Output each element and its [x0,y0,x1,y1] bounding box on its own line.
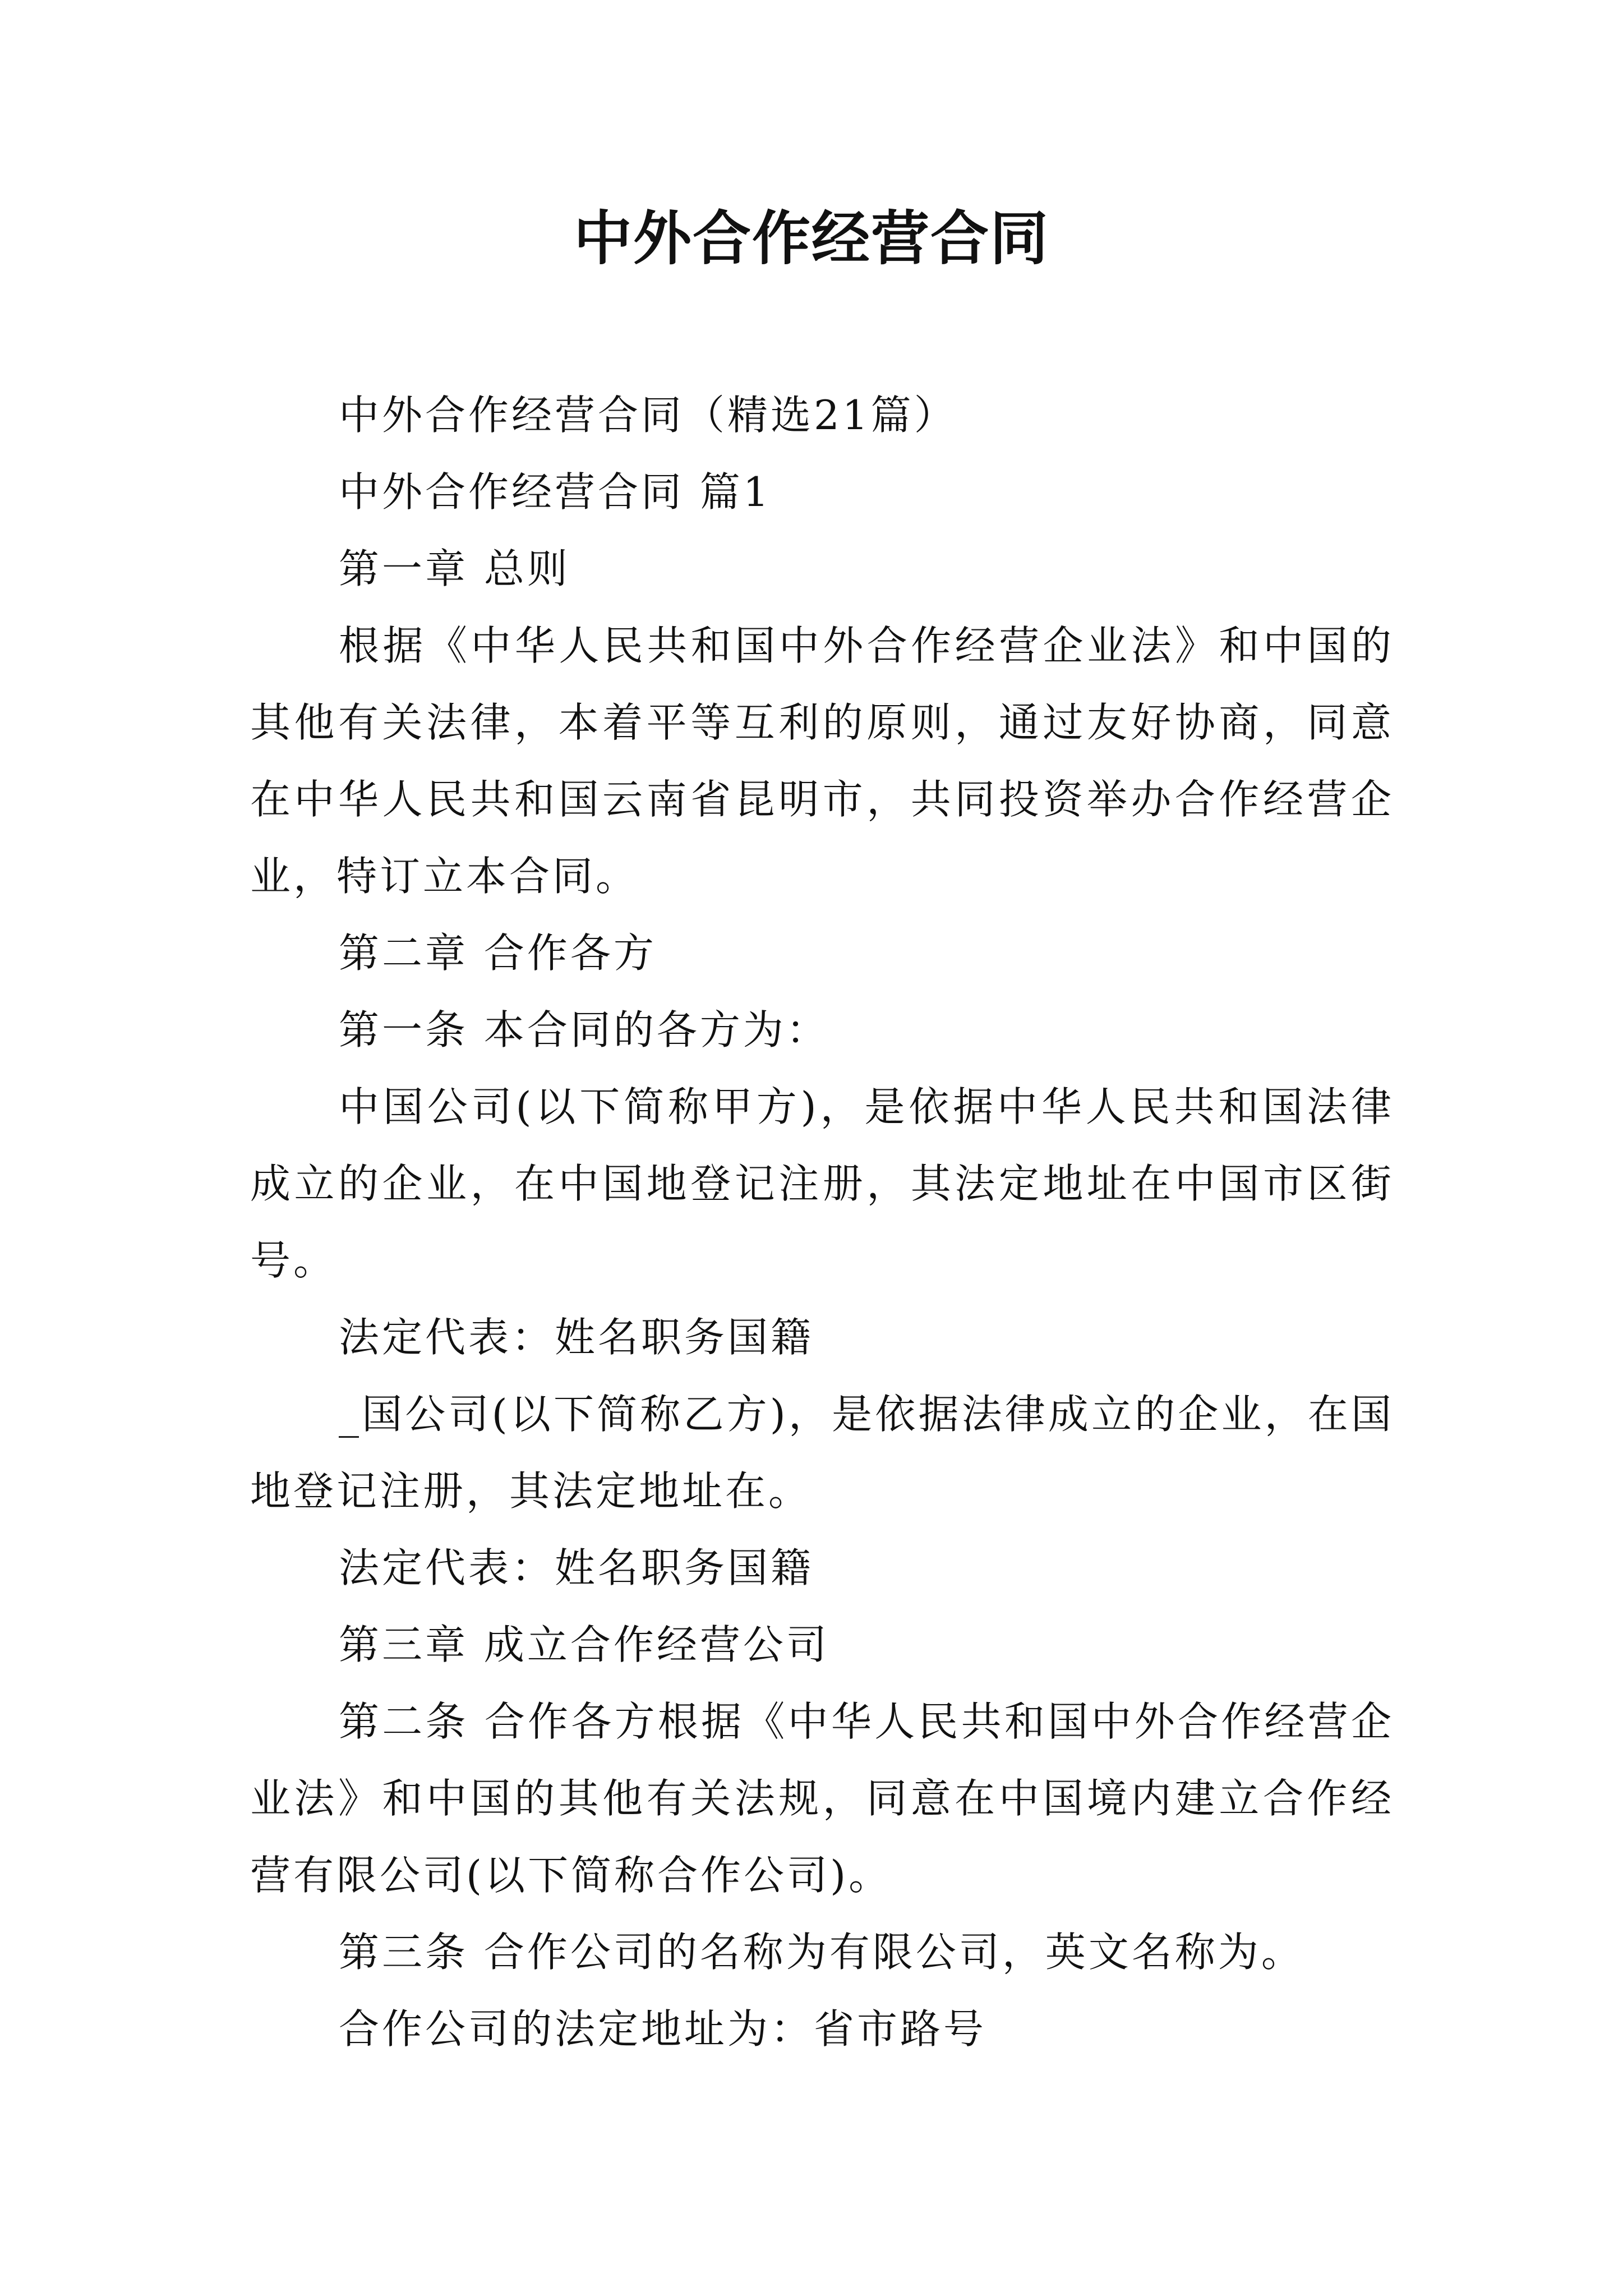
chapter-heading: 第二章 合作各方 [339,930,657,977]
body-paragraph: 合作公司的法定地址为：省市路号 [339,2005,987,2053]
body-paragraph: 法定代表：姓名职务国籍 [339,1544,814,1591]
chapter-heading: 第三章 成立合作经营公司 [339,1621,829,1668]
document-title: 中外合作经营合同 [573,204,1049,273]
section-heading: 中外合作经营合同 篇1 [339,468,772,516]
article-paragraph: 第一条 本合同的各方为： [339,1006,829,1053]
article-paragraph: 第三条 合作公司的名称为有限公司，英文名称为。 [339,1929,1304,1976]
body-paragraph: 中国公司(以下简称甲方)，是依据中华人民共和国法律成立的企业，在中国地登记注册，其法定地址在中国市区街号。 [250,1083,1394,1284]
chapter-heading: 第一章 总则 [339,545,570,592]
body-paragraph: 法定代表：姓名职务国籍 [339,1314,814,1361]
body-paragraph: 根据《中华人民共和国中外合作经营企业法》和中国的其他有关法律，本着平等互利的原则，通过友好协商，同意在中华人民共和国云南省昆明市，共同投资举办合作经营企业，特订立本合同。 [250,622,1394,900]
document-body [250,377,1394,2068]
body-paragraph: _国公司(以下简称乙方)，是依据法律成立的企业，在国地登记注册，其法定地址在。 [250,1391,1394,1515]
subtitle-paragraph: 中外合作经营合同（精选21篇） [339,392,957,439]
article-paragraph: 第二条 合作各方根据《中华人民共和国中外合作经营企业法》和中国的其他有关法规，同意在中国境内建立合作经营有限公司(以下简称合作公司)。 [250,1698,1394,1899]
